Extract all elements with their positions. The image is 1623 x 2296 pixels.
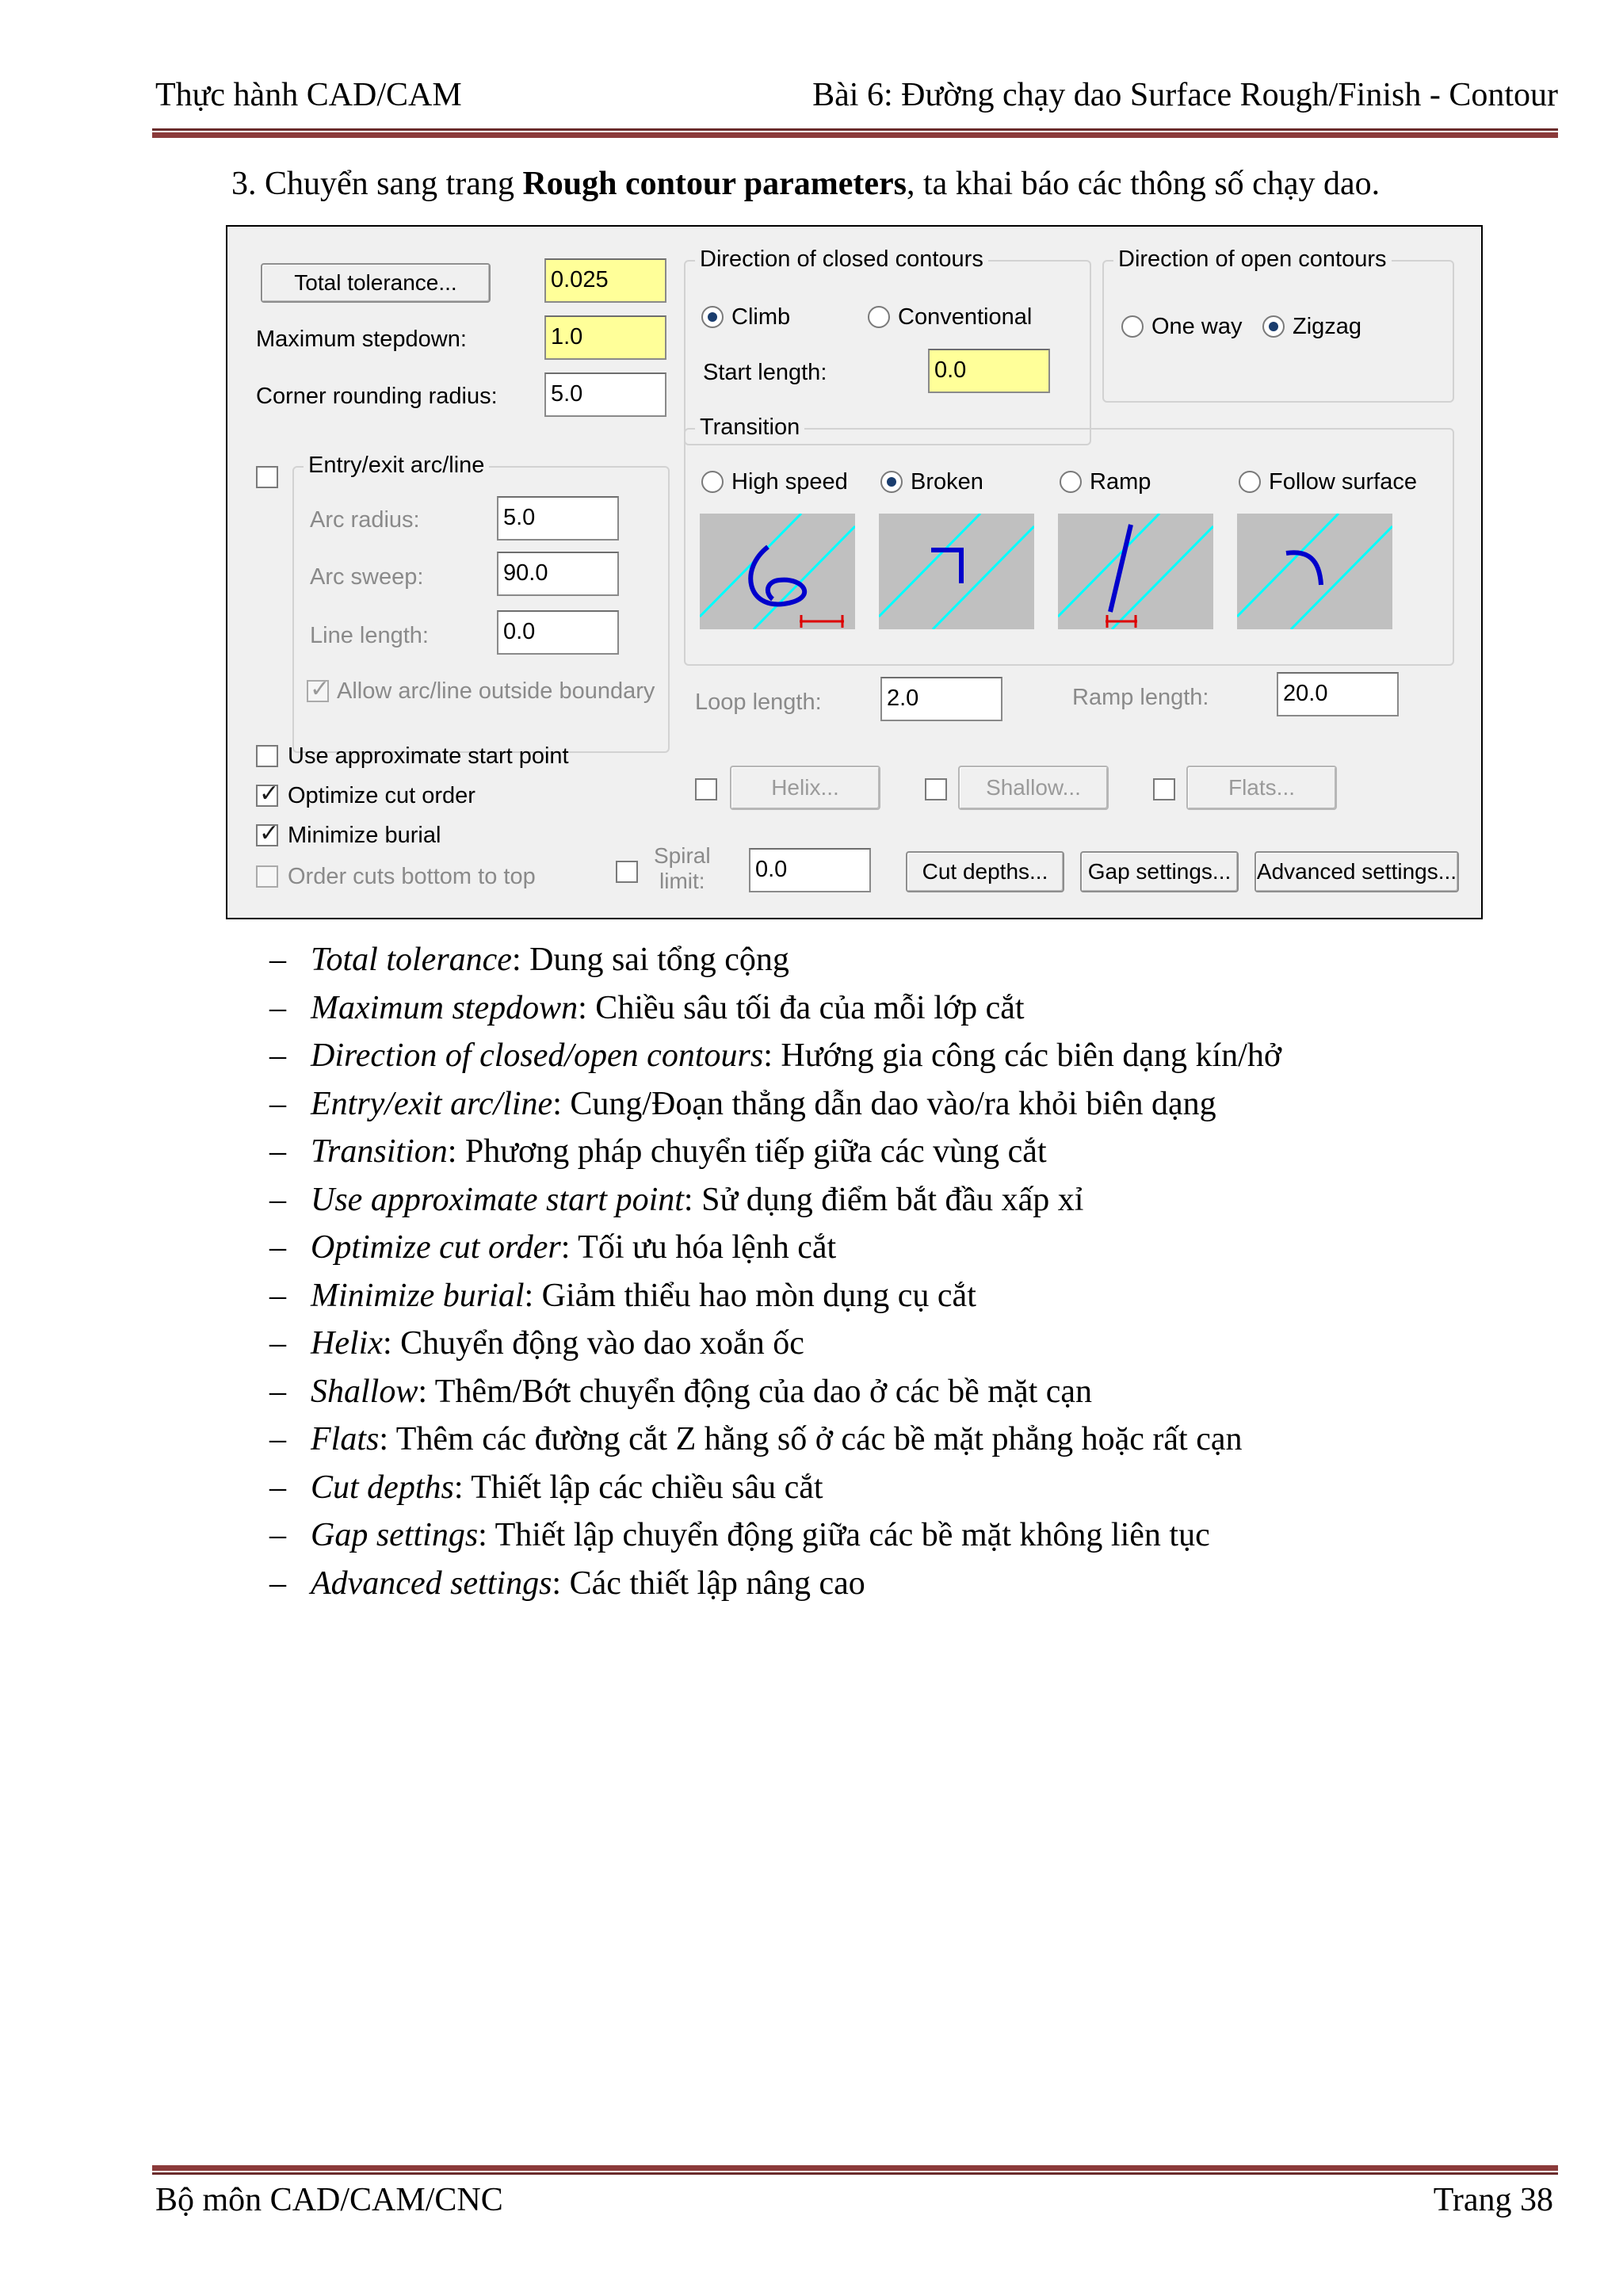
radio-dot-icon <box>708 312 717 322</box>
footer-rule-thin <box>152 2172 1558 2175</box>
list-item-text <box>311 1515 1210 1555</box>
one-way-radio[interactable] <box>1121 315 1144 338</box>
list-item-text <box>311 988 1025 1028</box>
order-cuts-checkbox[interactable] <box>256 865 278 888</box>
check-mark-icon: ✓ <box>310 676 330 702</box>
dash-bullet-icon: – <box>269 1037 286 1074</box>
header-title-right: Bài 6: Đường chạy dao Surface Rough/Finish - Contour <box>812 77 1558 113</box>
list-item-text <box>311 1036 1281 1075</box>
radio-dot-icon <box>1269 322 1278 331</box>
list-item-description: : Phương pháp chuyển tiếp giữa các vùng cắt <box>447 1133 1047 1170</box>
list-item-term: Flats <box>311 1421 380 1457</box>
list-item-term: Gap settings <box>311 1517 479 1553</box>
broken-label: Broken <box>911 469 983 495</box>
rough-contour-parameters-dialog <box>226 225 1483 919</box>
arc-sweep-input[interactable]: 90.0 <box>497 552 619 596</box>
list-item-description: : Chuyển động vào dao xoắn ốc <box>382 1325 804 1362</box>
flats-button[interactable]: Flats... <box>1186 766 1337 810</box>
loop-length-input[interactable]: 2.0 <box>880 677 1002 721</box>
optimize-cut-order-label: Optimize cut order <box>288 783 475 808</box>
dash-bullet-icon: – <box>269 1421 286 1457</box>
high-speed-label: High speed <box>731 469 848 495</box>
follow-surface-radio[interactable] <box>1239 471 1261 493</box>
start-length-label: Start length: <box>703 360 827 385</box>
zigzag-label: Zigzag <box>1293 314 1362 339</box>
dash-bullet-icon: – <box>269 1229 286 1266</box>
ramp-preview-icon <box>1058 514 1213 629</box>
dash-bullet-icon: – <box>269 1373 286 1410</box>
spiral-limit-label-line1: Spiral <box>654 843 711 868</box>
list-item-term: Cut depths <box>311 1469 454 1506</box>
list-item-term: Entry/exit arc/line <box>311 1085 553 1122</box>
flats-checkbox[interactable] <box>1153 778 1175 800</box>
line-length-label: Line length: <box>310 623 429 648</box>
shallow-button[interactable]: Shallow... <box>958 766 1109 810</box>
spiral-limit-label <box>654 843 711 894</box>
dash-bullet-icon: – <box>269 1181 286 1218</box>
max-stepdown-label: Maximum stepdown: <box>256 327 467 352</box>
intro-bold: Rough contour parameters <box>522 166 907 202</box>
list-item-description: : Tối ưu hóa lệnh cắt <box>560 1229 837 1266</box>
list-item-term: Helix <box>311 1325 383 1362</box>
list-item-description: : Chiều sâu tối đa của mỗi lớp cắt <box>578 989 1025 1026</box>
climb-radio[interactable] <box>701 306 724 328</box>
cut-depths-button[interactable]: Cut depths... <box>906 851 1064 892</box>
list-item-description: : Dung sai tổng cộng <box>511 942 789 978</box>
one-way-label: One way <box>1151 314 1243 339</box>
broken-radio[interactable] <box>880 471 903 493</box>
check-mark-icon: ✓ <box>259 781 280 807</box>
list-item-description: : Thiết lập các chiều sâu cắt <box>453 1469 823 1506</box>
closed-contours-title: Direction of closed contours <box>695 246 988 273</box>
list-item-text <box>311 1180 1083 1220</box>
list-item-text <box>311 1132 1047 1171</box>
list-item-term: Shallow <box>311 1373 418 1410</box>
order-cuts-label: Order cuts bottom to top <box>288 864 536 889</box>
dash-bullet-icon: – <box>269 1517 286 1553</box>
open-contours-title: Direction of open contours <box>1113 246 1392 273</box>
list-item-term: Advanced settings <box>311 1564 552 1602</box>
shallow-checkbox[interactable] <box>925 778 947 800</box>
arc-radius-label: Arc radius: <box>310 507 420 533</box>
header-title-left: Thực hành CAD/CAM <box>155 77 462 113</box>
list-item-text <box>311 940 789 980</box>
broken-preview-icon <box>879 514 1034 629</box>
list-item-term: Total tolerance <box>311 942 512 978</box>
list-item-term: Optimize cut order <box>311 1229 561 1266</box>
list-item-text <box>311 1468 823 1507</box>
list-item-term: Use approximate start point <box>311 1181 684 1218</box>
intro-after: , ta khai báo các thông số chạy dao. <box>906 166 1381 202</box>
dash-bullet-icon: – <box>269 1277 286 1314</box>
ramp-radio[interactable] <box>1060 471 1082 493</box>
total-tolerance-button[interactable]: Total tolerance... <box>261 263 491 303</box>
footer-rule-thick <box>152 2165 1558 2171</box>
entry-exit-title: Entry/exit arc/line <box>304 452 489 479</box>
header-rule-thin <box>152 128 1558 131</box>
loop-length-label: Loop length: <box>695 690 822 715</box>
allow-outside-label: Allow arc/line outside boundary <box>337 678 655 704</box>
gap-settings-button[interactable]: Gap settings... <box>1080 851 1239 892</box>
arc-sweep-label: Arc sweep: <box>310 564 424 590</box>
dash-bullet-icon: – <box>269 1133 286 1170</box>
list-item-term: Minimize burial <box>311 1277 525 1314</box>
list-item-text <box>311 1372 1092 1412</box>
ramp-length-label: Ramp length: <box>1072 685 1209 710</box>
dash-bullet-icon: – <box>269 1564 286 1602</box>
list-item-text <box>311 1228 836 1267</box>
list-item-description: : Hướng gia công các biên dạng kín/hở <box>763 1037 1282 1074</box>
footer-page-number: Trang 38 <box>1433 2182 1553 2218</box>
minimize-burial-checkbox[interactable] <box>256 820 280 846</box>
corner-radius-label: Corner rounding radius: <box>256 384 498 409</box>
list-item-term: Maximum stepdown <box>311 989 579 1026</box>
list-item-description: : Thêm/Bớt chuyển động của dao ở các bề mặt cạn <box>418 1373 1093 1410</box>
ramp-label: Ramp <box>1090 469 1151 495</box>
header-rule-thick <box>152 132 1558 138</box>
dash-bullet-icon: – <box>269 1325 286 1362</box>
allow-outside-checkbox[interactable] <box>307 676 330 702</box>
start-length-input[interactable]: 0.0 <box>928 349 1050 393</box>
check-mark-icon: ✓ <box>259 820 280 846</box>
transition-title: Transition <box>695 414 804 441</box>
conventional-label: Conventional <box>898 304 1033 330</box>
intro-paragraph <box>231 165 1380 203</box>
dash-bullet-icon: – <box>269 1085 286 1122</box>
list-item-text <box>311 1324 804 1363</box>
minimize-burial-label: Minimize burial <box>288 823 441 848</box>
high-speed-radio[interactable] <box>701 471 724 493</box>
line-length-input[interactable]: 0.0 <box>497 610 619 655</box>
use-approx-start-label: Use approximate start point <box>288 743 569 769</box>
list-item-text <box>311 1276 976 1316</box>
helix-checkbox[interactable] <box>695 778 717 800</box>
high-speed-preview-icon <box>700 514 855 629</box>
advanced-settings-button[interactable]: Advanced settings... <box>1254 851 1459 892</box>
list-item-description: : Các thiết lập nâng cao <box>552 1564 865 1602</box>
intro-number: 3. <box>231 166 257 202</box>
list-item-term: Transition <box>311 1133 448 1170</box>
intro-before: Chuyển sang trang <box>265 166 523 202</box>
footer-department: Bộ môn CAD/CAM/CNC <box>155 2182 503 2218</box>
helix-button[interactable]: Helix... <box>730 766 880 810</box>
list-item-description: : Thêm các đường cắt Z hằng số ở các bề mặt phẳng hoặc rất cạn <box>379 1421 1243 1457</box>
optimize-cut-order-checkbox[interactable] <box>256 781 280 807</box>
list-item-description: : Giảm thiểu hao mòn dụng cụ cắt <box>524 1277 976 1314</box>
use-approx-start-checkbox[interactable] <box>256 745 278 767</box>
follow-surface-preview-icon <box>1237 514 1392 629</box>
dash-bullet-icon: – <box>269 1469 286 1506</box>
corner-radius-input[interactable]: 5.0 <box>544 372 666 417</box>
max-stepdown-input[interactable]: 1.0 <box>544 315 666 360</box>
radio-dot-icon <box>887 477 896 487</box>
arc-radius-input[interactable]: 5.0 <box>497 496 619 541</box>
dash-bullet-icon: – <box>269 989 286 1026</box>
list-item-description: : Thiết lập chuyển động giữa các bề mặt không liên tục <box>478 1517 1210 1553</box>
list-item-description: : Cung/Đoạn thẳng dẫn dao vào/ra khỏi biên dạng <box>552 1085 1216 1122</box>
ramp-length-input[interactable]: 20.0 <box>1277 672 1399 716</box>
list-item-text <box>311 1084 1216 1124</box>
climb-label: Climb <box>731 304 791 330</box>
dash-bullet-icon: – <box>269 942 286 978</box>
spiral-limit-checkbox[interactable] <box>616 861 638 883</box>
zigzag-radio[interactable] <box>1262 315 1285 338</box>
list-item-term: Direction of closed/open contours <box>311 1037 764 1074</box>
entry-exit-checkbox[interactable] <box>256 466 278 488</box>
spiral-limit-input[interactable]: 0.0 <box>749 848 871 892</box>
list-item-text <box>311 1419 1242 1459</box>
spiral-limit-label-line2: limit: <box>659 869 705 893</box>
list-item-text <box>311 1564 865 1603</box>
conventional-radio[interactable] <box>868 306 890 328</box>
list-item-description: : Sử dụng điểm bắt đầu xấp xỉ <box>683 1181 1084 1218</box>
follow-surface-label: Follow surface <box>1269 469 1417 495</box>
total-tolerance-input[interactable]: 0.025 <box>544 258 666 303</box>
